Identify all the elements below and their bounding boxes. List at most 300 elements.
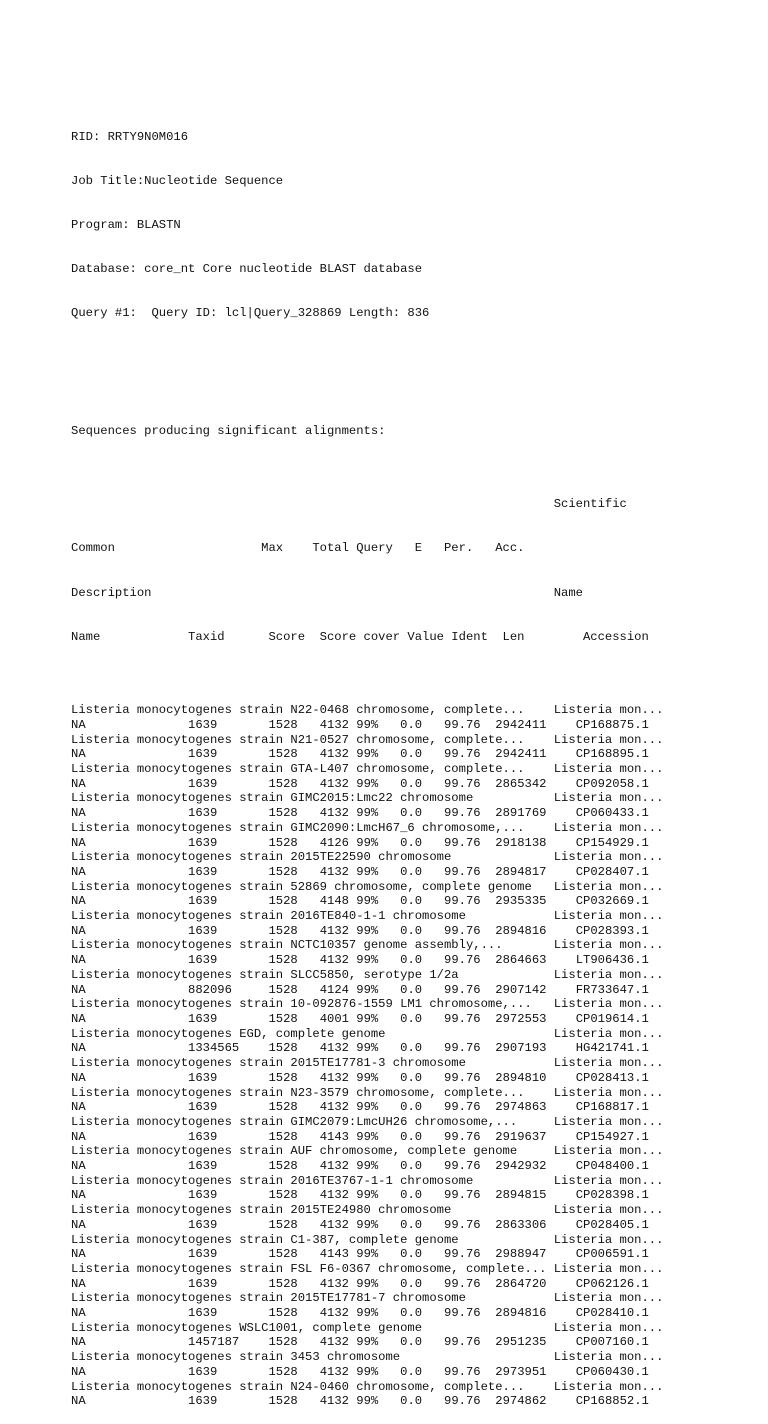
max-score-cell: 1528 (268, 1100, 320, 1115)
accession-cell: CP060433.1 (575, 806, 649, 821)
taxid-cell: 1334565 (188, 1041, 269, 1056)
max-score-cell: 1528 (268, 953, 320, 968)
scientific-name-cell: Listeria mon... (553, 703, 664, 718)
taxid-cell: 1639 (188, 1217, 269, 1232)
e-value-cell: 0.0 (400, 1217, 445, 1232)
taxid-cell: 1639 (188, 1247, 269, 1262)
per-ident-cell: 99.76 (444, 1276, 496, 1291)
description-cell: Listeria monocytogenes strain AUF chromosome, complete genome (71, 1144, 554, 1159)
accession-cell: CP028410.1 (575, 1306, 649, 1321)
acc-len-cell: 2894817 (495, 864, 576, 879)
common-name-cell: NA (71, 1247, 189, 1262)
description-cell: Listeria monocytogenes strain N24-0460 chromosome, complete... (71, 1379, 554, 1394)
max-score-cell: 1528 (268, 1188, 320, 1203)
total-score-cell: 4132 (319, 1070, 357, 1085)
total-score-cell: 4148 (319, 894, 357, 909)
scientific-name-cell: Listeria mon... (553, 909, 664, 924)
description-cell: Listeria monocytogenes strain 2015TE24980 chromosome (71, 1203, 554, 1218)
per-ident-cell: 99.76 (444, 747, 496, 762)
row-description-line (71, 968, 663, 983)
acc-len-cell: 2907193 (495, 1041, 576, 1056)
common-name-cell: NA (71, 776, 189, 791)
taxid-cell: 1639 (188, 1159, 269, 1174)
max-score-cell: 1528 (268, 894, 320, 909)
e-value-cell: 0.0 (400, 1364, 445, 1379)
scientific-name-cell: Listeria mon... (553, 967, 664, 982)
e-value-cell: 0.0 (400, 1247, 445, 1262)
acc-len-cell: 2935335 (495, 894, 576, 909)
description-cell: Listeria monocytogenes strain 2015TE17781-3 chromosome (71, 1056, 554, 1071)
common-name-cell: NA (71, 1100, 189, 1115)
scientific-name-cell: Listeria mon... (553, 1085, 664, 1100)
row-values-line (71, 1188, 663, 1203)
row-description-line (71, 762, 663, 777)
e-value-cell: 0.0 (400, 1070, 445, 1085)
row-description-line (71, 791, 663, 806)
row-description-line (71, 1350, 663, 1365)
acc-len-cell: 2973951 (495, 1364, 576, 1379)
query-cover-cell: 99% (356, 1041, 401, 1056)
per-ident-cell: 99.76 (444, 1217, 496, 1232)
description-cell: Listeria monocytogenes strain GIMC2015:Lmc22 chromosome (71, 791, 554, 806)
scientific-name-cell: Listeria mon... (553, 791, 664, 806)
max-score-cell: 1528 (268, 923, 320, 938)
row-values-line (71, 1130, 663, 1145)
table-row (71, 791, 663, 820)
taxid-cell: 1639 (188, 1070, 269, 1085)
per-ident-cell: 99.76 (444, 1247, 496, 1262)
common-name-cell: NA (71, 1188, 189, 1203)
e-value-cell: 0.0 (400, 923, 445, 938)
per-ident-cell: 99.76 (444, 864, 496, 879)
query-cover-cell: 99% (356, 1335, 401, 1350)
table-header-line: Description Name (71, 585, 583, 600)
common-name-cell: NA (71, 835, 189, 850)
max-score-cell: 1528 (268, 864, 320, 879)
common-name-cell: NA (71, 747, 189, 762)
query-cover-cell: 99% (356, 835, 401, 850)
acc-len-cell: 2894815 (495, 1188, 576, 1203)
row-description-line (71, 1291, 663, 1306)
acc-len-cell: 2864720 (495, 1276, 576, 1291)
total-score-cell: 4132 (319, 1306, 357, 1321)
accession-cell: CP028398.1 (575, 1188, 649, 1203)
common-name-cell: NA (71, 1276, 189, 1291)
max-score-cell: 1528 (268, 1394, 320, 1409)
accession-cell: CP006591.1 (575, 1247, 649, 1262)
acc-len-cell: 2864663 (495, 953, 576, 968)
row-description-line (71, 1174, 663, 1189)
taxid-cell: 1639 (188, 953, 269, 968)
table-row (71, 880, 663, 909)
total-score-cell: 4132 (319, 864, 357, 879)
common-name-cell: NA (71, 1364, 189, 1379)
row-description-line (71, 880, 663, 895)
taxid-cell: 1639 (188, 1129, 269, 1144)
scientific-name-cell: Listeria mon... (553, 1173, 664, 1188)
scientific-name-cell: Listeria mon... (553, 1350, 664, 1365)
e-value-cell: 0.0 (400, 835, 445, 850)
scientific-name-cell: Listeria mon... (553, 1114, 664, 1129)
query-cover-cell: 99% (356, 894, 401, 909)
acc-len-cell: 2951235 (495, 1335, 576, 1350)
per-ident-cell: 99.76 (444, 835, 496, 850)
total-score-cell: 4132 (319, 1159, 357, 1174)
row-values-line (71, 1394, 663, 1409)
max-score-cell: 1528 (268, 717, 320, 732)
total-score-cell: 4132 (319, 1188, 357, 1203)
e-value-cell: 0.0 (400, 747, 445, 762)
row-values-line (71, 806, 663, 821)
query-cover-cell: 99% (356, 1129, 401, 1144)
acc-len-cell: 2942932 (495, 1159, 576, 1174)
e-value-cell: 0.0 (400, 1394, 445, 1409)
row-description-line (71, 909, 663, 924)
row-values-line (71, 1306, 663, 1321)
table-row (71, 850, 663, 879)
row-description-line (71, 1027, 663, 1042)
per-ident-cell: 99.76 (444, 1100, 496, 1115)
row-values-line (71, 1218, 663, 1233)
acc-len-cell: 2891769 (495, 806, 576, 821)
total-score-cell: 4132 (319, 717, 357, 732)
total-score-cell: 4132 (319, 1276, 357, 1291)
total-score-cell: 4143 (319, 1129, 357, 1144)
e-value-cell: 0.0 (400, 1041, 445, 1056)
max-score-cell: 1528 (268, 776, 320, 791)
per-ident-cell: 99.76 (444, 1364, 496, 1379)
acc-len-cell: 2907142 (495, 982, 576, 997)
accession-cell: CP154927.1 (575, 1129, 649, 1144)
taxid-cell: 1639 (188, 1364, 269, 1379)
common-name-cell: NA (71, 1159, 189, 1174)
scientific-name-cell: Listeria mon... (553, 1291, 664, 1306)
per-ident-cell: 99.76 (444, 923, 496, 938)
description-cell: Listeria monocytogenes strain N23-3579 chromosome, complete... (71, 1085, 554, 1100)
database-line: Database: core_nt Core nucleotide BLAST database (71, 262, 423, 277)
query-cover-cell: 99% (356, 1070, 401, 1085)
accession-cell: CP168875.1 (575, 717, 649, 732)
row-values-line (71, 1335, 663, 1350)
e-value-cell: 0.0 (400, 1129, 445, 1144)
e-value-cell: 0.0 (400, 864, 445, 879)
table-row (71, 703, 663, 732)
accession-cell: HG421741.1 (575, 1041, 649, 1056)
table-row (71, 762, 663, 791)
query-cover-cell: 99% (356, 1159, 401, 1174)
scientific-name-cell: Listeria mon... (553, 879, 664, 894)
row-values-line (71, 836, 663, 851)
row-description-line (71, 1086, 663, 1101)
accession-cell: CP062126.1 (575, 1276, 649, 1291)
table-row (71, 1115, 663, 1144)
common-name-cell: NA (71, 894, 189, 909)
description-cell: Listeria monocytogenes strain NCTC10357 genome assembly,... (71, 938, 554, 953)
acc-len-cell: 2894816 (495, 1306, 576, 1321)
max-score-cell: 1528 (268, 835, 320, 850)
total-score-cell: 4143 (319, 1247, 357, 1262)
per-ident-cell: 99.76 (444, 776, 496, 791)
description-cell: Listeria monocytogenes strain 52869 chromosome, complete genome (71, 879, 554, 894)
scientific-name-cell: Listeria mon... (553, 1320, 664, 1335)
common-name-cell: NA (71, 1335, 189, 1350)
taxid-cell: 1639 (188, 894, 269, 909)
row-description-line (71, 997, 663, 1012)
max-score-cell: 1528 (268, 1276, 320, 1291)
query-cover-cell: 99% (356, 747, 401, 762)
row-description-line (71, 1380, 663, 1395)
row-description-line (71, 1115, 663, 1130)
common-name-cell: NA (71, 982, 189, 997)
common-name-cell: NA (71, 864, 189, 879)
acc-len-cell: 2894816 (495, 923, 576, 938)
scientific-name-cell: Listeria mon... (553, 938, 664, 953)
e-value-cell: 0.0 (400, 806, 445, 821)
acc-len-cell: 2865342 (495, 776, 576, 791)
acc-len-cell: 2972553 (495, 1011, 576, 1026)
query-cover-cell: 99% (356, 1217, 401, 1232)
total-score-cell: 4126 (319, 835, 357, 850)
per-ident-cell: 99.76 (444, 1129, 496, 1144)
table-row (71, 938, 663, 967)
max-score-cell: 1528 (268, 1217, 320, 1232)
row-description-line (71, 1262, 663, 1277)
total-score-cell: 4132 (319, 953, 357, 968)
query-cover-cell: 99% (356, 982, 401, 997)
description-cell: Listeria monocytogenes strain 2016TE840-1-1 chromosome (71, 909, 554, 924)
row-values-line (71, 777, 663, 792)
acc-len-cell: 2974862 (495, 1394, 576, 1409)
description-cell: Listeria monocytogenes strain GIMC2090:LmcH67_6 chromosome,... (71, 820, 554, 835)
per-ident-cell: 99.76 (444, 1394, 496, 1409)
row-values-line (71, 718, 663, 733)
query-cover-cell: 99% (356, 1100, 401, 1115)
accession-cell: CP060430.1 (575, 1364, 649, 1379)
query-cover-cell: 99% (356, 1364, 401, 1379)
row-values-line (71, 865, 663, 880)
accession-cell: CP092058.1 (575, 776, 649, 791)
row-values-line (71, 1277, 663, 1292)
acc-len-cell: 2988947 (495, 1247, 576, 1262)
section-title: Sequences producing significant alignments: (71, 423, 386, 438)
row-description-line (71, 1203, 663, 1218)
total-score-cell: 4132 (319, 1100, 357, 1115)
per-ident-cell: 99.76 (444, 717, 496, 732)
description-cell: Listeria monocytogenes strain GIMC2079:LmcUH26 chromosome,... (71, 1114, 554, 1129)
query-cover-cell: 99% (356, 953, 401, 968)
row-values-line (71, 983, 663, 998)
description-cell: Listeria monocytogenes strain 10-092876-1559 LM1 chromosome,... (71, 997, 554, 1012)
description-cell: Listeria monocytogenes strain FSL F6-0367 chromosome, complete... (71, 1261, 554, 1276)
scientific-name-cell: Listeria mon... (553, 732, 664, 747)
taxid-cell: 1639 (188, 776, 269, 791)
row-values-line (71, 1012, 663, 1027)
description-cell: Listeria monocytogenes strain SLCC5850, serotype 1/2a (71, 967, 554, 982)
common-name-cell: NA (71, 1070, 189, 1085)
e-value-cell: 0.0 (400, 1011, 445, 1026)
common-name-cell: NA (71, 1394, 189, 1409)
max-score-cell: 1528 (268, 1159, 320, 1174)
per-ident-cell: 99.76 (444, 1070, 496, 1085)
per-ident-cell: 99.76 (444, 1041, 496, 1056)
e-value-cell: 0.0 (400, 717, 445, 732)
rid-line: RID: RRTY9N0M016 (71, 129, 189, 144)
common-name-cell: NA (71, 1129, 189, 1144)
table-row (71, 1027, 663, 1056)
report-header (71, 100, 663, 350)
row-description-line (71, 1233, 663, 1248)
table-row (71, 968, 663, 997)
scientific-name-cell: Listeria mon... (553, 997, 664, 1012)
accession-cell: CP019614.1 (575, 1011, 649, 1026)
taxid-cell: 1639 (188, 1100, 269, 1115)
row-values-line (71, 1365, 663, 1380)
common-name-cell: NA (71, 717, 189, 732)
acc-len-cell: 2974863 (495, 1100, 576, 1115)
query-line: Query #1: Query ID: lcl|Query_328869 Length: 836 (71, 306, 430, 321)
taxid-cell: 1639 (188, 1276, 269, 1291)
table-row (71, 1144, 663, 1173)
taxid-cell: 1639 (188, 835, 269, 850)
table-row (71, 909, 663, 938)
acc-len-cell: 2942411 (495, 747, 576, 762)
description-cell: Listeria monocytogenes strain 2016TE3767-1-1 chromosome (71, 1173, 554, 1188)
scientific-name-cell: Listeria mon... (553, 1144, 664, 1159)
max-score-cell: 1528 (268, 1070, 320, 1085)
row-values-line (71, 1041, 663, 1056)
total-score-cell: 4132 (319, 806, 357, 821)
scientific-name-cell: Listeria mon... (553, 1232, 664, 1247)
table-row (71, 1233, 663, 1262)
total-score-cell: 4132 (319, 1394, 357, 1409)
row-values-line (71, 1071, 663, 1086)
accession-cell: CP028407.1 (575, 864, 649, 879)
taxid-cell: 1639 (188, 717, 269, 732)
per-ident-cell: 99.76 (444, 1306, 496, 1321)
taxid-cell: 882096 (188, 982, 269, 997)
per-ident-cell: 99.76 (444, 1335, 496, 1350)
e-value-cell: 0.0 (400, 1159, 445, 1174)
query-cover-cell: 99% (356, 1247, 401, 1262)
taxid-cell: 1639 (188, 1188, 269, 1203)
table-row (71, 1380, 663, 1409)
accession-cell: CP168852.1 (575, 1394, 649, 1409)
e-value-cell: 0.0 (400, 894, 445, 909)
max-score-cell: 1528 (268, 1335, 320, 1350)
per-ident-cell: 99.76 (444, 1011, 496, 1026)
accession-cell: FR733647.1 (575, 982, 649, 997)
total-score-cell: 4132 (319, 1335, 357, 1350)
table-header (71, 468, 663, 674)
row-values-line (71, 1159, 663, 1174)
per-ident-cell: 99.76 (444, 982, 496, 997)
accession-cell: CP154929.1 (575, 835, 649, 850)
e-value-cell: 0.0 (400, 1306, 445, 1321)
table-row (71, 733, 663, 762)
taxid-cell: 1639 (188, 923, 269, 938)
e-value-cell: 0.0 (400, 1100, 445, 1115)
row-description-line (71, 703, 663, 718)
table-row (71, 1056, 663, 1085)
table-row (71, 1321, 663, 1350)
max-score-cell: 1528 (268, 1041, 320, 1056)
max-score-cell: 1528 (268, 1247, 320, 1262)
per-ident-cell: 99.76 (444, 953, 496, 968)
description-cell: Listeria monocytogenes strain 3453 chromosome (71, 1350, 554, 1365)
total-score-cell: 4132 (319, 1364, 357, 1379)
query-cover-cell: 99% (356, 776, 401, 791)
total-score-cell: 4132 (319, 747, 357, 762)
taxid-cell: 1639 (188, 806, 269, 821)
max-score-cell: 1528 (268, 1306, 320, 1321)
accession-cell: CP168817.1 (575, 1100, 649, 1115)
e-value-cell: 0.0 (400, 982, 445, 997)
accession-cell: CP168895.1 (575, 747, 649, 762)
blast-report (71, 71, 663, 1424)
description-cell: Listeria monocytogenes EGD, complete genome (71, 1026, 554, 1041)
e-value-cell: 0.0 (400, 1188, 445, 1203)
total-score-cell: 4124 (319, 982, 357, 997)
accession-cell: CP028393.1 (575, 923, 649, 938)
e-value-cell: 0.0 (400, 1276, 445, 1291)
row-values-line (71, 924, 663, 939)
per-ident-cell: 99.76 (444, 806, 496, 821)
accession-cell: CP028405.1 (575, 1217, 649, 1232)
table-header-line: Common Max Total Query E Per. Acc. (71, 541, 525, 556)
query-cover-cell: 99% (356, 1306, 401, 1321)
scientific-name-cell: Listeria mon... (553, 1203, 664, 1218)
table-row (71, 1174, 663, 1203)
common-name-cell: NA (71, 1041, 189, 1056)
total-score-cell: 4132 (319, 1217, 357, 1232)
scientific-name-cell: Listeria mon... (553, 1056, 664, 1071)
description-cell: Listeria monocytogenes strain N21-0527 chromosome, complete... (71, 732, 554, 747)
query-cover-cell: 99% (356, 864, 401, 879)
row-description-line (71, 1144, 663, 1159)
row-values-line (71, 953, 663, 968)
max-score-cell: 1528 (268, 1364, 320, 1379)
taxid-cell: 1639 (188, 1394, 269, 1409)
table-row (71, 1291, 663, 1320)
table-row (71, 1086, 663, 1115)
query-cover-cell: 99% (356, 1276, 401, 1291)
job-title-line: Job Title:Nucleotide Sequence (71, 173, 284, 188)
accession-cell: LT906436.1 (575, 953, 649, 968)
accession-cell: CP032669.1 (575, 894, 649, 909)
row-description-line (71, 850, 663, 865)
acc-len-cell: 2863306 (495, 1217, 576, 1232)
query-cover-cell: 99% (356, 1188, 401, 1203)
table-row (71, 997, 663, 1026)
row-values-line (71, 894, 663, 909)
max-score-cell: 1528 (268, 1011, 320, 1026)
common-name-cell: NA (71, 1011, 189, 1026)
taxid-cell: 1639 (188, 1011, 269, 1026)
description-cell: Listeria monocytogenes strain 2015TE22590 chromosome (71, 850, 554, 865)
e-value-cell: 0.0 (400, 776, 445, 791)
description-cell: Listeria monocytogenes strain N22-0468 chromosome, complete... (71, 703, 554, 718)
scientific-name-cell: Listeria mon... (553, 1026, 664, 1041)
accession-cell: CP028413.1 (575, 1070, 649, 1085)
table-header-line: Scientific (71, 497, 627, 512)
common-name-cell: NA (71, 953, 189, 968)
acc-len-cell: 2942411 (495, 717, 576, 732)
per-ident-cell: 99.76 (444, 1188, 496, 1203)
query-cover-cell: 99% (356, 717, 401, 732)
scientific-name-cell: Listeria mon... (553, 1261, 664, 1276)
accession-cell: CP048400.1 (575, 1159, 649, 1174)
total-score-cell: 4132 (319, 1041, 357, 1056)
